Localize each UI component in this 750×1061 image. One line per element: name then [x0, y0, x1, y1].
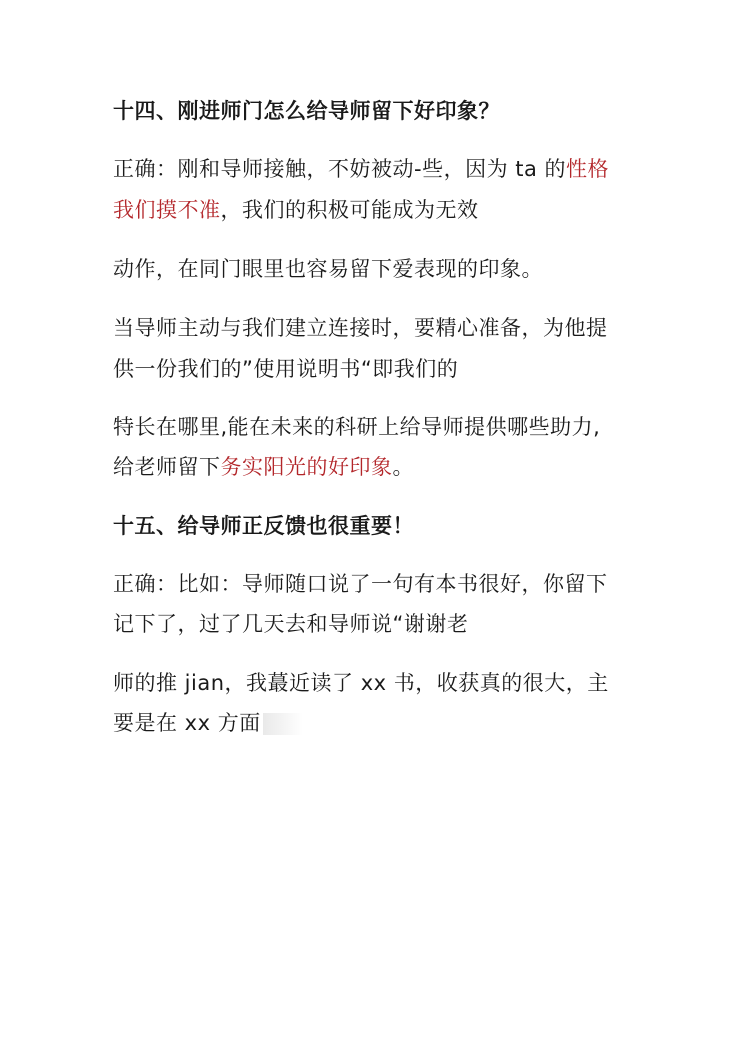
section-15-line-4-text: 要是在 xx 方面 — [113, 711, 261, 735]
section-14-line-3: 动作，在同门眼里也容易留下爱表现的印象。 — [113, 257, 543, 281]
section-14-line-7 — [113, 452, 414, 482]
text-fade-overlay — [263, 713, 303, 735]
section-14-highlight-uncertain: 我们摸不准 — [113, 198, 221, 222]
section-14-line-5: 供一份我们的”使用说明书“即我们的 — [113, 357, 459, 381]
section-14-heading: 十四、刚进师门怎么给导师留下好印象？ — [113, 99, 500, 123]
section-14-line-2 — [113, 195, 479, 225]
section-14-line-2-text: ，我们的积极可能成为无效 — [220, 198, 479, 222]
section-15-heading: 十五、给导师正反馈也很重要！ — [113, 514, 414, 538]
section-15-line-2: 记下了，过了几天去和导师说“谢谢老 — [113, 612, 469, 636]
section-14-line-1-text: 正确：刚和导师接触，不妨被动-些，因为 ta 的 — [113, 157, 567, 181]
section-14-line-7-end: 。 — [392, 455, 414, 479]
section-15-line-1: 正确：比如：导师随口说了一句有本书很好，你留下 — [113, 572, 608, 596]
section-14-line-7-text: 给老师留下 — [113, 455, 221, 479]
section-14-line-6: 特长在哪里,能在未来的科研上给导师提供哪些助力, — [113, 415, 601, 439]
section-14-line-4: 当导师主动与我们建立连接时，要精心准备，为他提 — [113, 316, 608, 340]
section-14-line-1 — [113, 154, 609, 184]
section-15-line-3: 师的推 jian，我蕞近读了 xx 书，收获真的很大，主 — [113, 671, 609, 695]
section-14-highlight-personality: 性格 — [566, 157, 610, 181]
section-15-line-4 — [113, 708, 303, 738]
section-14-highlight-impression: 务实阳光的好印象 — [220, 455, 393, 479]
